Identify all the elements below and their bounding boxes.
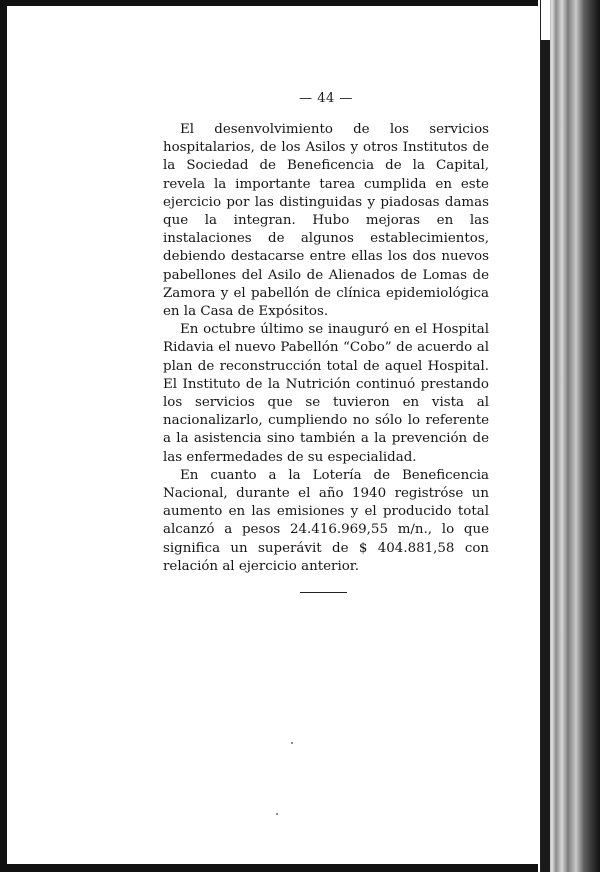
section-end-rule bbox=[300, 592, 347, 593]
paragraph-1: El desenvolvimiento de los servicios hospitalarios, de los Asilos y otros Institutos de la Sociedad de Beneficencia de la Capital, revela la importante tarea cumplida en este ejercicio por las distinguidas y piadosas damas que la integran. Hubo mejoras en las instalaciones de algunos establecimientos, debiendo destacarse entre ellas los dos nuevos pabellones del Asilo de Alienados de Lomas de Zamora y el pabellón de clínica epidemiológica en la Casa de Expósitos. bbox=[163, 122, 489, 320]
paragraph-2: En octubre último se inauguró en el Hospital Ridavia el nuevo Pabellón “Cobo” de acuerdo al plan de reconstrucción total de aquel Hospital. El Instituto de la Nutrición continuó prestando los servicios que se tuvieron en vista al nacionalizarlo, cumpliendo no sólo lo referente a la asistencia sino también a la prevención de las enfermedades de su especialidad. bbox=[163, 322, 489, 465]
scan-speck bbox=[276, 813, 278, 815]
scan-border-left bbox=[0, 0, 7, 872]
scan-speck bbox=[291, 742, 293, 744]
paragraph-3: En cuanto a la Lotería de Beneficencia Nacional, durante el año 1940 registróse un aumento en las emisiones y el producido total alcanzó a pesos 24.416.969,55 m/n., lo que significa un superávit de $ 404.881,58 con relación al ejercicio anterior. bbox=[163, 467, 489, 574]
page-edge-shadow bbox=[541, 0, 550, 872]
scan-border-top bbox=[0, 0, 600, 6]
body-text bbox=[163, 121, 489, 576]
page-number: — 44 — bbox=[299, 91, 353, 106]
scan-border-bottom bbox=[0, 864, 600, 872]
